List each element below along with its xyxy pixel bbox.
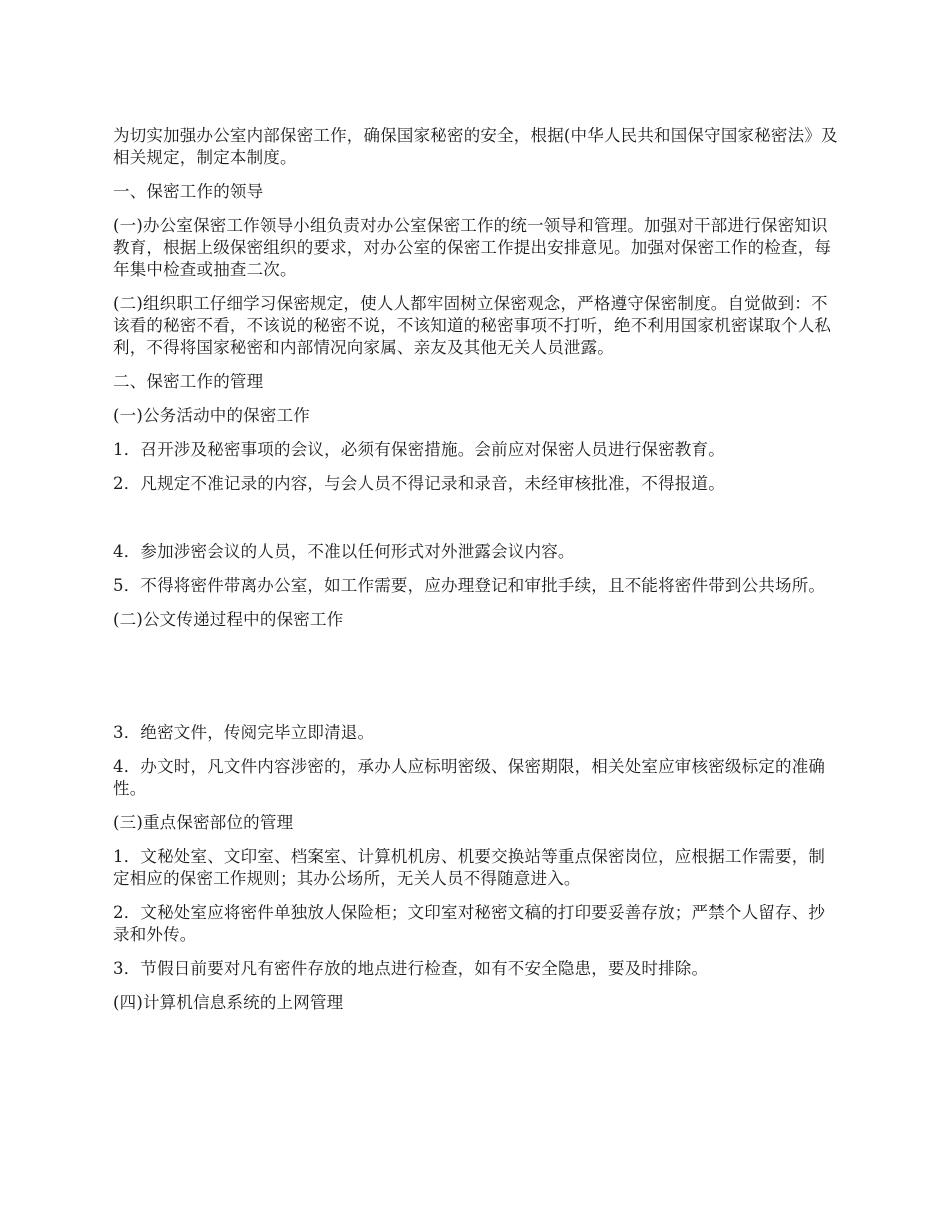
section-heading-leadership: 一、保密工作的领导: [113, 182, 264, 201]
blank-space: [113, 507, 841, 541]
list-item: 2．文秘处室应将密件单独放人保险柜；文印室对秘密文稿的打印要妥善存放；严禁个人留存、抄录和外传。: [113, 903, 826, 944]
subheading-official-activities: (一)公务活动中的保密工作: [113, 406, 310, 425]
list-item: 4．参加涉密会议的人员，不准以任何形式对外泄露会议内容。: [113, 542, 575, 561]
paragraph-leadership-1: (一)办公室保密工作领导小组负责对办公室保密工作的统一领导和管理。加强对干部进行保密知识教育，根据上级保密组织的要求，对办公室的保密工作提出安排意见。加强对保密工作的检查，每年集中检查或抽查二次。: [113, 216, 832, 279]
list-item: 3．节假日前要对凡有密件存放的地点进行检查，如有不安全隐患，要及时排除。: [113, 959, 709, 978]
blank-space: [113, 643, 841, 722]
list-item: 1．召开涉及秘密事项的会议，必须有保密措施。会前应对保密人员进行保密教育。: [113, 440, 725, 459]
section-heading-management: 二、保密工作的管理: [113, 372, 264, 391]
list-item: 5．不得将密件带离办公室，如工作需要，应办理登记和审批手续，且不能将密件带到公共场所。: [113, 576, 826, 595]
list-item: 1．文秘处室、文印室、档案室、计算机机房、机要交换站等重点保密岗位，应根据工作需要，制定相应的保密工作规则；其办公场所，无关人员不得随意进入。: [113, 847, 826, 888]
list-item: 3．绝密文件，传阅完毕立即清退。: [113, 723, 375, 742]
paragraph-leadership-2: (二)组织职工仔细学习保密规定，使人人都牢固树立保密观念，严格遵守保密制度。自觉做到：不该看的秘密不看，不该说的秘密不说，不该知道的秘密事项不打听，绝不利用国家机密谋取个人私利，不得将国家秘密和内部情况向家属、亲友及其他无关人员泄露。: [113, 294, 832, 357]
subheading-key-locations: (三)重点保密部位的管理: [113, 813, 294, 832]
subheading-document-transfer: (二)公文传递过程中的保密工作: [113, 610, 344, 629]
document-body: [113, 125, 841, 1026]
intro-paragraph: 为切实加强办公室内部保密工作，确保国家秘密的安全，根据(中华人民共和国保守国家秘密法》及相关规定，制定本制度。: [113, 126, 838, 167]
list-item: 2．凡规定不准记录的内容，与会人员不得记录和录音，未经审核批准，不得报道。: [113, 474, 725, 493]
subheading-computer-network: (四)计算机信息系统的上网管理: [113, 993, 344, 1012]
list-item: 4．办文时，凡文件内容涉密的，承办人应标明密级、保密期限，相关处室应审核密级标定的准确性。: [113, 757, 826, 798]
